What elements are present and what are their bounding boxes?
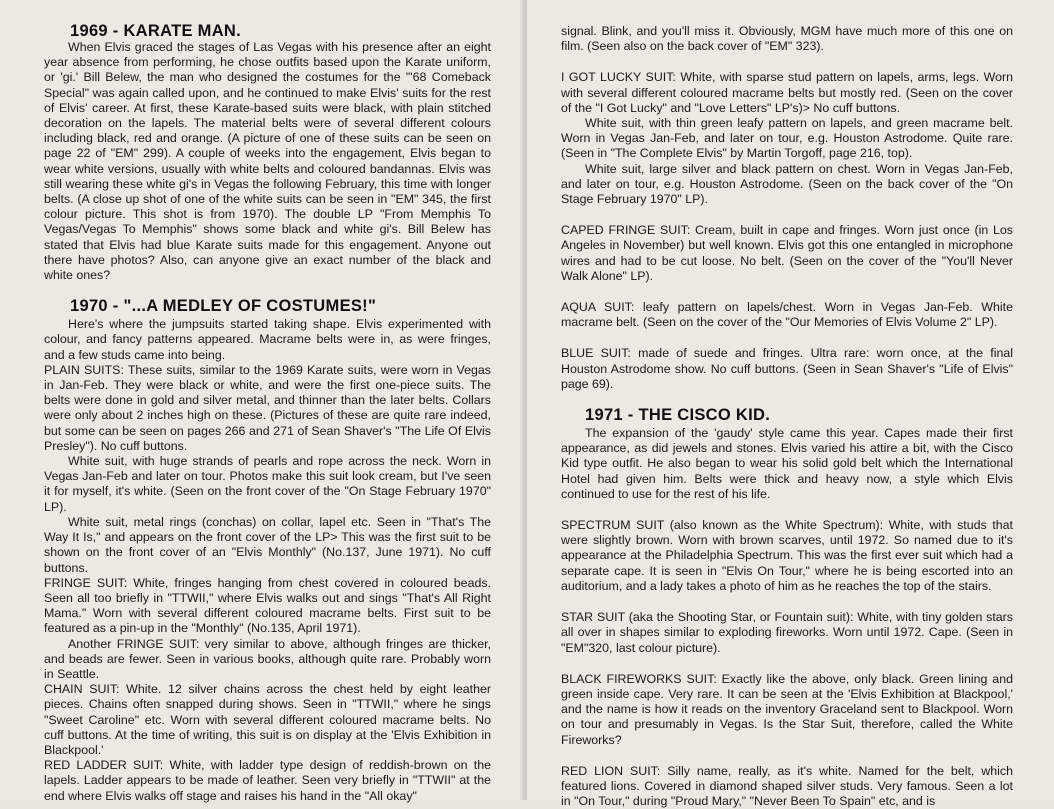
left-page-text [44,22,491,804]
paragraph-green-leafy-suit: White suit, with thin green leafy pattern on lapels, and green macrame belt. Worn in Vegas Jan-Feb, and later on tour, e.g. Houston Astrodome. Quite rare. (Seen in "The Complete Elvis" by Martin Torgoff, page 216, top). [561,116,1013,161]
paragraph-spectrum-suit: SPECTRUM SUIT (also known as the White Spectrum): White, with studs that were slightly brown. Worn with brown scarves, until 1972. So named due to it's appearance at the Philadelphia Spectrum. This was the first ever suit which had a separate cape. It is seen in "Elvis On Tour," where he is being escorted into an auditorium, and a lady takes a photo of him as he reaches the top of the stairs. [561,518,1013,593]
paragraph-continued: signal. Blink, and you'll miss it. Obviously, MGM have much more of this one on film. (Seen also on the back cover of "EM" 323). [561,24,1013,54]
paragraph-blue-suit: BLUE SUIT: made of suede and fringes. Ultra rare: worn once, at the final Houston Astrodome show. No cuff buttons. (Seen in Sean Shaver's "Life of Elvis" page 69). [561,346,1013,391]
paragraph-concha-suit: White suit, metal rings (conchas) on collar, lapel etc. Seen in "That's The Way It Is," and appears on the front cover of the LP> This was the first suit to be shown on the front cover of an "Elvis Monthly" (No.137, June 1971). No cuff buttons. [44,514,491,575]
paragraph-red-lion-suit: RED LION SUIT: Silly name, really, as it's white. Named for the belt, which featured lions. Covered in diamond shaped silver studs. Very famous. Seen a lot in "On Tour," during "Proud Mary," "Never Been To Spain" etc, and is [561,763,1013,809]
paragraph-1969-karate: When Elvis graced the stages of Las Vegas with his presence after an eight year absence from performing, he chose outfits based upon the Karate uniform, or 'gi.' Bill Belew, the man who designed the costumes for the "'68 Comeback Special" was again called upon, and he continued to make Elvis' suits for the rest of Elvis' career. At first, these Karate-based suits were black, with plain stitched decoration on the lapels. The material belts were of several different colours including black, red and orange. (A picture of one of these suits can be seen on page 22 of "EM" 299). A couple of weeks into the engagement, Elvis began to wear white versions, usually with white belts and coloured bandannas. Elvis was still wearing these white gi's in Vegas the following February, this time with longer belts. (A close up shot of one of the white suits can be seen in "EM" 345, the first colour picture. This shot is from 1970). The double LP "From Memphis To Vegas/Vegas To Memphis" shows some black and white gi's. Bill Belew has stated that Elvis had blue Karate suits made for this engagement. Anyone out there have photos? Also, can anyone give an exact number of the black and white ones? [44,40,491,283]
left-page [0,0,523,803]
paragraph-black-fireworks-suit: BLACK FIREWORKS SUIT: Exactly like the above, only black. Green lining and green inside cape. Very rare. It can be seen at the 'Elvis Exhibition at Blackpool,' and the name is how it reads on the inventory Graceland sent to Blackpool. Worn on tour and presumably in Vegas. Is the Star Suit, therefore, called the White Fireworks? [561,671,1013,747]
paragraph-pearl-suit: White suit, with huge strands of pearls and rope across the neck. Worn in Vegas Jan-Feb and later on tour. Photos make this suit look cream, but I've seen it for myself, it's white. (Seen on the front cover of the "On Stage February 1970" LP). [44,454,491,514]
heading-1971: 1971 - THE CISCO KID. [585,406,771,425]
paragraph-i-got-lucky-suit: I GOT LUCKY SUIT: White, with sparse stud pattern on lapels, arms, legs. Worn with several different coloured macrame belts but mostly red. (Seen on the cover of the "I Got Lucky" and "Love Letters" LP's)> No cuff buttons. [561,70,1013,115]
paragraph-fringe-suit: FRINGE SUIT: White, fringes hanging from chest covered in coloured beads. Seen all too briefly in "TTWII," where Elvis walks out and sings "That's All Right Mama." Worn with several different coloured macrame belts. First suit to be featured as a pin-up in the "Monthly" (No.135, April 1971). [44,575,491,636]
paragraph-1970-intro: Here's where the jumpsuits started taking shape. Elvis experimented with colour, and fancy patterns appeared. Macrame belts were in, as were fringes, and a few studs came into being. [44,317,491,362]
paragraph-plain-suits: PLAIN SUITS: These suits, similar to the 1969 Karate suits, were worn in Vegas in Jan-Feb. They were black or white, and were the first one-piece suits. The belts were done in gold and silver metal, and thinner than the later belts. Collars were only about 2 inches high on these. (Pictures of these are quite rare indeed, but some can be seen on pages 266 and 271 of Sean Shaver's "The Life Of Elvis Presley"). No cuff buttons. [44,362,491,453]
paragraph-another-fringe-suit: Another FRINGE SUIT: very similar to above, although fringes are thicker, and beads are fewer. Seen in various books, although quite rare. Probably worn in Seattle. [44,636,491,681]
paragraph-star-suit: STAR SUIT (aka the Shooting Star, or Fountain suit): White, with tiny golden stars all over in shapes similar to exploding fireworks. Worn until 1972. Cape. (Seen in "EM"320, last colour picture). [561,610,1013,655]
paragraph-aqua-suit: AQUA SUIT: leafy pattern on lapels/chest. Worn in Vegas Jan-Feb. White macrame belt. (Seen on the cover of the "Our Memories of Elvis Volume 2" LP). [561,300,1013,330]
right-page-text [561,24,1013,809]
paragraph-caped-fringe-suit: CAPED FRINGE SUIT: Cream, built in cape and fringes. Worn just once (in Los Angeles in November) but well known. Elvis got this one entangled in microphone wires and had to be cut loose. No belt. (Seen on the cover of the "You'll Never Walk Alone" LP). [561,223,1013,283]
heading-1970: 1970 - "...A MEDLEY OF COSTUMES!" [70,297,377,316]
paragraph-silver-black-suit: White suit, large silver and black pattern on chest. Worn in Vegas Jan-Feb, and later on tour, e.g. Houston Astrodome. (Seen on the back cover of the "On Stage February 1970" LP). [561,161,1013,207]
heading-1969: 1969 - KARATE MAN. [70,22,242,40]
right-page [527,0,1054,809]
paragraph-1971-intro: The expansion of the 'gaudy' style came this year. Capes made their first appearance, as did jewels and stones. Elvis varied his attire a bit, with the Cisco Kid type outfit. He also began to wear his solid gold belt which the International Hotel had given him. Belts were thick and heavy now, a style which Elvis continued to use for the rest of his life. [561,426,1013,501]
paragraph-red-ladder-suit: RED LADDER SUIT: White, with ladder type design of reddish-brown on the lapels. Ladder appears to be made of leather. Seen very briefly in "TTWII" at the end where Elvis walks off stage and raises his hand in the "All okay" [44,758,491,803]
paragraph-chain-suit: CHAIN SUIT: White. 12 silver chains across the chest held by eight leather pieces. Chains often snapped during shows. Seen in "TTWII," where he sings "Sweet Caroline" etc. Worn with several different coloured macrame belts. No cuff buttons. At the time of writing, this suit is on display at the 'Elvis Exhibition in Blackpool.' [44,682,491,757]
